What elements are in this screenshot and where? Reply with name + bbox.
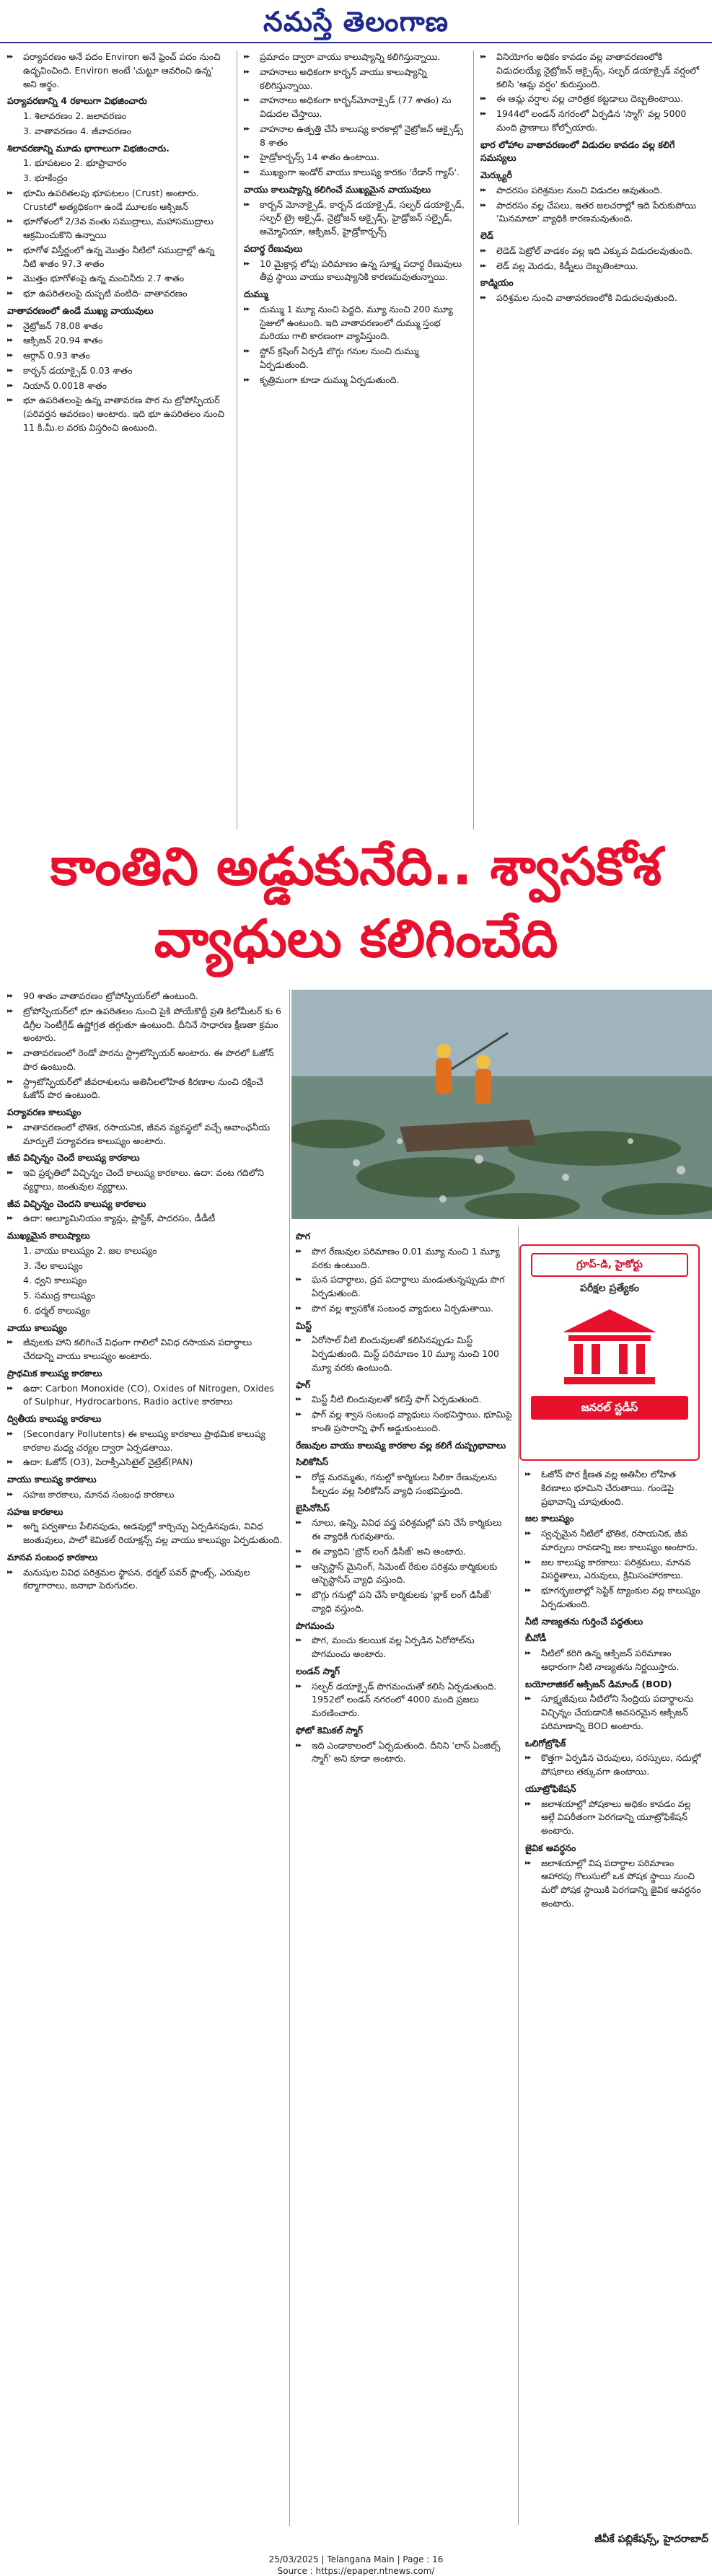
section-heading: వాతావరణంలో ఉండే ముఖ్య వాయువులు [7, 304, 154, 316]
section-heading: లెడ్ [480, 230, 494, 241]
article-paragraph: ▶▶ పొగ రేణువుల పరిమాణం 0.01 మ్యూ నుంచి 1 మ్యూ వరకు ఉంటుంది. [296, 1245, 512, 1272]
section-heading: లండన్ స్మాగ్ [296, 1665, 340, 1676]
section-heading: జైవిక ఆవర్ధనం [525, 1842, 576, 1853]
section-heading: పొగ [296, 1231, 311, 1241]
article-paragraph: ▶▶ జలాశయాల్లో పోషకాలు అధికం కావడం వల్ల ఆల్గే విపరీతంగా పెరగడాన్ని యూట్రోఫికేషన్ అంటారు. [525, 1798, 706, 1838]
article-paragraph: ▶▶ మొత్తం భూగోళంపై ఉన్న మంచినీరు 2.7 శాతం [7, 272, 229, 286]
article-paragraph: ▶▶ వాతావరణంలో రెండో పొరను స్ట్రాటోస్ఫియర్ అంటారు. ఈ పొరలో ఓజోన్ పొర ఉంటుంది. [7, 1047, 283, 1074]
section-heading: పర్యావరణాన్ని 4 రకాలుగా విభజించారు [7, 95, 147, 107]
article-paragraph: ▶▶ వాహనాల ఉత్పత్తి చేసే కాలుష్య కారకాల్లో నైట్రోజన్ ఆక్సైడ్స్ 8 శాతం [244, 123, 466, 150]
section-heading: బయోలాజికల్ ఆక్సిజన్ డిమాండ్ (BOD) [525, 1678, 672, 1689]
gas-item: ▶▶ కార్బన్ డయాక్సైడ్ 0.03 శాతం [7, 364, 229, 378]
section-heading: జీవ విచ్ఛిన్నం చెందని కాలుష్య కారకాలు [7, 1197, 146, 1209]
photo-illustration [291, 990, 712, 1219]
gas-item: ▶▶ నియాన్ 0.0018 శాతం [7, 379, 229, 393]
article-paragraph: ▶▶ నూలు, ఉన్ని, వివిధ వస్త్ర పరిశ్రమల్లో పని చేసే కార్మికులు ఈ వ్యాధికి గురవుతారు. [296, 1516, 512, 1544]
column-2 [239, 50, 470, 833]
building-icon [555, 1304, 664, 1390]
article-paragraph: ▶▶ (Secondary Pollutents) ఈ కాలుష్య కారకాలు ప్రాథమిక కాలుష్య కారకాల మధ్య చర్యల ద్వారా ఏర్పడతాయి. [7, 1428, 283, 1455]
article-paragraph: ▶▶ ఏరోసాల్ నీటి బిందువులతో కలిసినప్పుడు మిస్ట్ ఏర్పడుతుంది. మిస్ట్ పరిమాణం 10 మ్యూ నుంచి 100 మ్యూ వరకు ఉంటుంది. [296, 1334, 512, 1374]
column-divider [289, 990, 290, 2526]
section-heading: కాడ్మియం [480, 277, 514, 289]
headline-line-1: కాంతిని అడ్డుకునేది.. శ్వాసకోశ [50, 836, 662, 897]
article-paragraph: ▶▶ భూగోళంలో 2/3వ వంతు సముద్రాలు, మహాసముద్రాలు ఆక్రమించుకొని ఉన్నాయి [7, 215, 229, 242]
section-heading: యూట్రోఫికేషన్ [525, 1782, 576, 1794]
article-paragraph: ▶▶ భూగర్భజలాల్లో సెప్టిక్ ట్యాంకుల వల్ల కాలుష్యం ఏర్పడుతుంది. [525, 1584, 706, 1612]
article-paragraph: ▶▶ మిస్ట్ నీటి బిందువులతో కలిస్తే ఫాగ్ ఏర్పడుతుంది. [296, 1393, 512, 1407]
article-paragraph: ▶▶ స్ట్రాటోస్ఫియర్‌లో జీవరాశులను అతినీలలోహిత కిరణాల నుంచి రక్షించే ఓజోన్ పొర ఉంటుంది. [7, 1076, 283, 1103]
article-paragraph: ▶▶ 90 శాతం వాతావరణం ట్రోపోస్ఫియర్‌లో ఉంటుంది. [7, 990, 283, 1003]
article-paragraph: ▶▶ కృత్రిమంగా కూడా దుమ్ము ఏర్పడుతుంది. [244, 374, 466, 387]
page-footer [0, 2554, 712, 2576]
article-paragraph: ▶▶ ముఖ్యంగా ఇండోర్ వాయు కాలుష్య కారకం 'రేడాన్ గ్యాస్'. [244, 166, 466, 180]
column-6 [521, 1468, 710, 2528]
article-paragraph: ▶▶ ఉదా: ఓజోన్ (O3), పెరాక్సీఎసిటైల్ నైట్రేట్(PAN) [7, 1456, 283, 1469]
section-heading: సిలికోసిస్ [296, 1456, 329, 1468]
article-paragraph: ▶▶ వాహనాలు అధికంగా కార్బన్‌మోనాక్సైడ్ (77 శాతం) ను విడుదల చేస్తాయి. [244, 94, 466, 121]
section-heading: పొగమంచు [296, 1619, 335, 1631]
section-heading: పదార్థ రేణువులు [244, 242, 303, 254]
publication-credit: జీవీకే పబ్లికేషన్స్, హైదరాబాద్ [594, 2533, 708, 2545]
article-paragraph: ▶▶ ట్రోపోస్ఫియర్‌లో భూ ఉపరితలం నుంచి పైకి పోయేకొద్దీ ప్రతి కిలోమీటర్ కు 6 డిగ్రీల సెంటీగ్రేడ్ ఉష్ణోగ్రత తగ్గుతూ ఉంటుంది. దీనినే సాధారణ క్షీణతా క్రమం అంటారు. [7, 1005, 283, 1045]
column-3 [476, 50, 709, 833]
section-heading: ముఖ్యమైన కాలుష్యాలు [7, 1230, 90, 1241]
article-paragraph: ▶▶ ఫాగ్ వల్ల శ్వాస సంబంధ వ్యాధులు సంభవిస్తాయి. భూమిపై కాంతి ప్రసారాన్ని ఫాగ్ అడ్డుకుంటుంది. [296, 1408, 512, 1436]
article-paragraph: ▶▶ జీవులకు హాని కలిగించే విధంగా గాలిలో వివిధ రసాయన పదార్థాలు చేరడాన్ని వాయు కాలుష్యం అంటారు. [7, 1336, 283, 1363]
section-heading: జీవ విచ్ఛిన్నం చెందే కాలుష్య కారకాలు [7, 1152, 140, 1164]
article-paragraph: ▶▶ ఘన పదార్థాలు, ద్రవ పదార్థాలు మండుతున్నప్పుడు పొగ ఏర్పడుతుంది. [296, 1273, 512, 1301]
list-item: 1. భూపటలం 2. భూప్రావారం [23, 157, 127, 169]
article-paragraph: ▶▶ వాహనాలు అధికంగా కార్బన్ వాయు కాలుష్యాన్ని కలిగిస్తున్నాయి. [244, 66, 466, 93]
river-pollution-photo [291, 990, 712, 1219]
section-heading: జల కాలుష్యం [525, 1513, 574, 1524]
article-paragraph: ▶▶ 10 మైక్రాన్ల లోపు పరిమాణం ఉన్న సూక్ష్మ పదార్థ రేణువులు తీవ్ర స్థాయి వాయు కాలుష్యానికి కారణమవుతున్నాయి. [244, 258, 466, 285]
list-item: 5. సముద్ర కాలుష్యం [23, 1290, 96, 1301]
article-paragraph: ▶▶ ఓజోన్ పొర క్షీణత వల్ల అతినీల లోహిత కిరణాలు భూమిని చేరుతాయి. గుండెపై ప్రభావాన్ని చూపుతుంది. [525, 1468, 706, 1508]
gas-item: ▶▶ ఆర్గాన్ 0.93 శాతం [7, 349, 229, 363]
section-heading: నీటి నాణ్యతను గుర్తించే పద్ధతులు [525, 1615, 643, 1627]
section-heading: వాయు కాలుష్యం [7, 1322, 68, 1333]
section-heading: మిస్ట్ [296, 1319, 312, 1331]
article-paragraph: ▶▶ సూక్ష్మజీవులు నీటిలోని సేంద్రియ పదార్థాలను విచ్ఛిన్నం చేయడానికి అవసరమైన ఆక్సిజన్ పరిమాణాన్ని BOD అంటారు. [525, 1692, 706, 1733]
article-paragraph: ▶▶ వాతావరణంలో భౌతిక, రసాయనిక, జీవన వ్యవస్థలో వచ్చే అవాంఛనీయ మార్పులే పర్యావరణ కాలుష్యం అంటారు. [7, 1121, 283, 1148]
badge-sub-label: పరీక్షల ప్రత్యేకం [580, 1283, 639, 1294]
article-paragraph: ▶▶ పొగ వల్ల శ్వాసకోశ సంబంధ వ్యాధులు ఏర్పడుతాయి. [296, 1302, 512, 1316]
article-paragraph: ▶▶ ఈ ఆమ్ల వర్షాల వల్ల చారిత్రక కట్టడాలు దెబ్బతింటాయి. [480, 92, 705, 106]
article-paragraph: ▶▶ రోడ్ల మరమ్మతు, గనుల్లో కార్మికులు సిలికా రేణువులను పీల్చడం వల్ల సిలికోసిస్ వ్యాధి సంభవిస్తుంది. [296, 1471, 512, 1498]
article-paragraph: ▶▶ పరిశ్రమల నుంచి వాతావరణంలోకి విడుదలవుతుంది. [480, 291, 705, 305]
article-paragraph: ▶▶ కార్బన్ మోనాక్సైడ్, కార్బన్ డయాక్సైడ్, సల్ఫర్ డయాక్సైడ్, సల్ఫర్ ట్రై ఆక్సైడ్, నైట్రోజన్ ఆక్సైడ్స్, హైడ్రోజన్ సల్ఫైడ్, అమ్మోనియా, ఆక్సిజన్, హైడ్రోకార్బన్స్ [244, 198, 466, 239]
section-heading: రేణువుల వాయు కాలుష్య కారకాల వల్ల కలిగే దుష్ప్రభావాలు [296, 1439, 506, 1451]
article-paragraph: ▶▶ జల కాలుష్య కారకాలు: పరిశ్రమలు, మానవ విసర్జితాలు, ఎరువులు, క్రిమిసంహారకాలు. [525, 1556, 706, 1583]
article-paragraph: ▶▶ లెడ్ వల్ల మెదడు, కిడ్నీలు దెబ్బతింటాయి. [480, 260, 705, 273]
article-paragraph: ▶▶ స్టోన్ క్రషింగ్ ఏర్పడి బొగ్గు గనుల నుంచి దుమ్ము ఏర్పడుతుంది. [244, 345, 466, 372]
exam-special-badge [519, 1244, 700, 1461]
article-paragraph: ▶▶ దుమ్ము 1 మ్యూ నుంచి పెద్దది. మ్యూ నుంచి 200 మ్యూ సైజులో ఉంటుంది. ఇది వాతావరణంలో దుమ్ము స్తంభ మరియు గాలి కారణంగా వ్యాపిస్తుంది. [244, 303, 466, 343]
section-heading: మానవ సంబంధ కారకాలు [7, 1551, 98, 1562]
list-item: 4. ధ్వని కాలుష్యం [23, 1275, 87, 1286]
article-paragraph: ▶▶ సల్ఫర్ డయాక్సైడ్ పొగమంచుతో కలిసి ఏర్పడుతుంది. 1952లో లండన్ నగరంలో 4000 మంది ప్రజలు మరణించారు. [296, 1680, 512, 1720]
article-paragraph: ▶▶ లెడెడ్ పెట్రోల్ వాడకం వల్ల ఇది ఎక్కువ విడుదలవుతుంది. [480, 245, 705, 258]
column-divider [473, 50, 474, 830]
article-paragraph: ▶▶ ఉదా: Carbon Monoxide (CO), Oxides of Nitrogen, Oxides of Sulphur, Hydrocarbons, Radio active కారకాలు [7, 1382, 283, 1410]
article-paragraph: ▶▶ జలాశయాల్లో విష పదార్థాల పరిమాణం ఆహారపు గొలుసులో ఒక పోషక స్థాయి నుంచి మరో పోషక స్థాయికి పెరగడాన్ని జైవిక ఆవర్ధనం అంటారు. [525, 1857, 706, 1911]
masthead [0, 0, 712, 43]
list-item: 3. నేల కాలుష్యం [23, 1260, 83, 1271]
article-paragraph: ▶▶ ఆస్బెస్టాస్ మైనింగ్, సిమెంట్ రేకుల పరిశ్రమ కార్మికులకు ఆస్బెస్టాసిస్ వ్యాధి వస్తుంది. [296, 1560, 512, 1588]
section-heading: మెర్క్యురీ [480, 170, 512, 180]
section-heading: బీవోడీ [525, 1632, 547, 1644]
section-heading: వాయు కాలుష్యాన్ని కలిగించే ముఖ్యమైన వాయువులు [244, 183, 431, 195]
column-1 [3, 50, 234, 833]
article-paragraph: ▶▶ 1944లో లండన్ నగరంలో ఏర్పడిన 'స్మాగ్' వల్ల 5000 మంది ప్రాణాలు కోల్పోయారు. [480, 107, 705, 135]
article-paragraph: ▶▶ పాదరసం వల్ల చేపలు, ఇతర జలచరాల్లో ఇది పేరుకుపోయి 'మినమాటా' వ్యాధికి కారణమవుతుంది. [480, 199, 705, 227]
badge-top-label: గ్రూప్-డి, హైకోర్టు [531, 1253, 688, 1277]
section-heading: బైసినోసిస్ [296, 1502, 330, 1513]
list-item: 3. వాతావరణం 4. జీవావరణం [23, 125, 131, 136]
article-paragraph: ▶▶ పాదరసం పరిశ్రమల నుంచి విడుదల అవుతుంది. [480, 184, 705, 198]
section-heading: ఒలిగోట్రోఫిక్ [525, 1737, 566, 1749]
article-paragraph: ▶▶ స్వచ్ఛమైన నీటిలో భౌతిక, రసాయనిక, జీవ మార్పులు రావడాన్ని జల కాలుష్యం అంటారు. [525, 1527, 706, 1555]
article-paragraph: ▶▶ నీటిలో కరిగి ఉన్న ఆక్సిజన్ పరిమాణం ఆధారంగా నీటి నాణ్యతను నిర్ణయిస్తారు. [525, 1647, 706, 1674]
article-paragraph: ▶▶ భూ ఉపరితలంపై దుప్పటి వంటిది- వాతావరణం [7, 287, 229, 301]
article-paragraph: ▶▶ ఇవి ప్రకృతిలో విచ్ఛిన్నం చెందే కాలుష్య కారకాలు. ఉదా: వంట గదిలోని వ్యర్థాలు, జంతువుల వ్యర్థాలు. [7, 1166, 283, 1194]
gas-item: ▶▶ ఆక్సిజన్ 20.94 శాతం [7, 334, 229, 348]
list-item: 6. థర్మల్ కాలుష్యం [23, 1304, 90, 1316]
article-paragraph: ▶▶ ఇది ఎండాకాలంలో ఏర్పడుతుంది. దీనిని 'లాస్ ఏంజిల్స్ స్మాగ్' అని కూడా అంటారు. [296, 1739, 512, 1767]
article-paragraph: ▶▶ వినియోగం అధికం కావడం వల్ల వాతావరణంలోకి విడుదలయ్యే నైట్రోజన్ ఆక్సైడ్స్, సల్ఫర్ డయాక్సైడ్ వర్షంలో కలిసి 'ఆమ్ల వర్షం' కురుస్తుంది. [480, 50, 705, 91]
list-item: 1. వాయు కాలుష్యం 2. జల కాలుష్యం [23, 1244, 157, 1256]
gas-item: ▶▶ నైట్రోజన్ 78.08 శాతం [7, 320, 229, 333]
section-heading: పర్యావరణ కాలుష్యం [7, 1107, 82, 1117]
article-paragraph: ▶▶ ఈ వ్యాధిని 'బ్రౌన్ లంగ్ డిసీజ్' అని అంటారు. [296, 1545, 512, 1559]
article-paragraph: ▶▶ ప్రమాదం ద్వారా వాయు కాలుష్యాన్ని కలిగిస్తున్నాయి. [244, 50, 466, 64]
article-paragraph: ▶▶ భూగోళ విస్తీర్ణంలో ఉన్న మొత్తం నీటిలో సముద్రాల్లో ఉన్న నీటి శాతం 97.3 శాతం [7, 244, 229, 271]
footer-source-line[interactable]: Source : https://epaper.ntnews.com/ [277, 2566, 435, 2576]
article-paragraph: ▶▶ ఉదా: అల్యూమినియం క్యాన్లు, ప్లాస్టిక్, పాదరసం, డీడీటీ [7, 1212, 283, 1226]
section-heading: ఫోటో కెమికల్ స్మాగ్ [296, 1724, 363, 1736]
section-heading: ఫాగ్ [296, 1379, 311, 1390]
article-paragraph: ▶▶ పర్యావరణం అనే పదం Environ అనే ఫ్రెంచ్ పదం నుంచి ఉద్భవించింది. Environ అంటే 'చుట్టూ ఆవరించి ఉన్న' అని అర్థం. [7, 50, 229, 91]
article-paragraph: ▶▶ పొగ, మంచు కలయిక వల్ల ఏర్పడిన ఏరోసోల్‌ను పొగమంచు అంటారు. [296, 1634, 512, 1661]
section-heading: సహజ కారకాలు [7, 1505, 63, 1517]
article-paragraph: ▶▶ సహజ కారకాలు, మానవ సంబంధ కారకాలు [7, 1488, 283, 1502]
article-paragraph: ▶▶ హైడ్రోకార్బన్స్ 14 శాతం ఉంటాయి. [244, 151, 466, 164]
article-paragraph: ▶▶ కొత్తగా ఏర్పడిన చెరువులు, సరస్సులు, నదుల్లో పోషకాలు తక్కువగా ఉంటాయి. [525, 1751, 706, 1779]
section-heading: ప్రాథమిక కాలుష్య కారకాలు [7, 1367, 102, 1379]
list-item: 3. భూకేంద్రం [23, 172, 68, 183]
badge-bottom-label: జనరల్ స్టడీస్ [531, 1396, 688, 1420]
article-paragraph: ▶▶ భూ ఉపరితలంపై ఉన్న వాతావరణ పొర ను ట్రోపోస్ఫియర్ (పరివర్తన ఆవరణం) అంటారు. ఇది భూ ఉపరితలం నుంచి 11 కి.మీ.ల వరకు విస్తరించి ఉంటుంది. [7, 394, 229, 434]
column-divider [518, 1226, 519, 2525]
article-paragraph: ▶▶ అగ్ని పర్వతాలు పేలినపుడు, అడవుల్లో కార్చిచ్చు ఏర్పడినపుడు, వివిధ జంతువులు, పాలో కెమికల్ రియాక్షన్స్ వల్ల వాయు కాలుష్యం ఏర్పడుతుంది. [7, 1520, 283, 1547]
section-heading: ద్వితీయ కాలుష్య కారకాలు [7, 1413, 102, 1424]
section-heading: శిలావరణాన్ని మూడు భాగాలుగా విభజించారు. [7, 142, 170, 154]
article-paragraph: ▶▶ మనుషుల వివిధ పరిశ్రమల స్థాపన, థర్మల్ పవర్ ప్లాంట్స్, ఎరువుల కర్మాగారాలు, జనాభా పెరుగుదల. [7, 1566, 283, 1593]
headline-line-2: వ్యాధులు కలిగించేది [154, 908, 558, 969]
newspaper-title: నమస్తే తెలంగాణ [263, 4, 449, 38]
column-5 [291, 1226, 517, 2525]
list-item: 1. శిలావరణం 2. జలావరణం [23, 110, 127, 121]
section-heading: వాయు కాలుష్య కారకాలు [7, 1474, 97, 1485]
section-heading: దుమ్ము [244, 289, 268, 299]
column-4 [3, 990, 287, 2526]
article-paragraph: ▶▶ బొగ్గు గనుల్లో పని చేసే కార్మికులకు 'బ్లాక్ లంగ్ డిసీజ్' వ్యాధి వస్తుంది. [296, 1588, 512, 1616]
footer-date-line: 25/03/2025 | Telangana Main | Page : 16 [268, 2554, 444, 2564]
section-heading: భార లోహాల వాతావరణంలో విడుదల కావడం వల్ల కలిగే సమస్యలు [480, 139, 675, 164]
article-paragraph: ▶▶ భూమి ఉపరితలపు భూపటలం (Crust) అంటారు. Crustలో అత్యధికంగా ఉండే మూలకం ఆక్సిజన్ [7, 187, 229, 214]
